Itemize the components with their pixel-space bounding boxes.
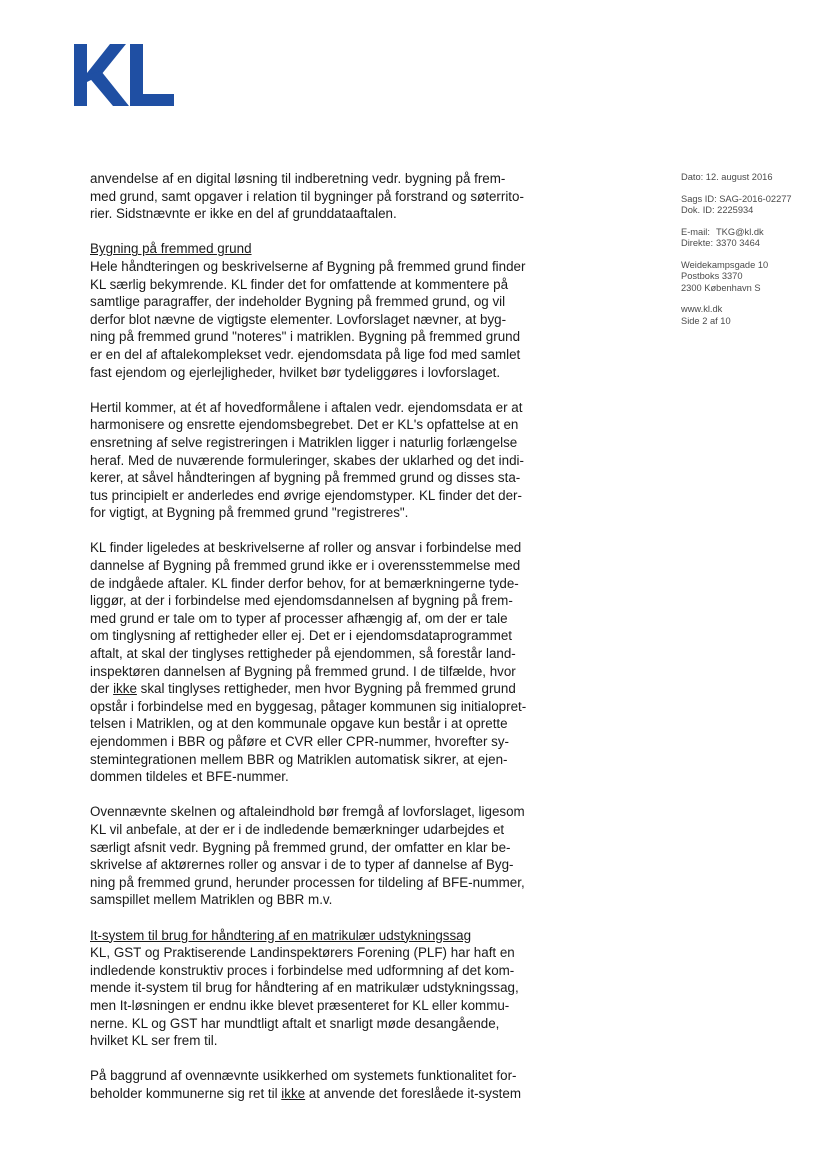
email-line — [681, 227, 821, 239]
heading-bygning-paa-fremmed-grund: Bygning på fremmed grund — [90, 241, 252, 257]
case-id: Sags ID: SAG-2016-02277 — [681, 193, 792, 204]
paragraph-2: Hele håndteringen og beskrivelserne af Bygning på fremmed grund finder KL særlig bekymrende. KL finder det for omfattende at kommentere på samtlige paragraffer, der indeholder Bygning på fremmed grund, og vil derfor blot nævne de vigtigste elementer. Lovforslaget nævner, at byg- ning på fremmed grund "noteres" i matriklen. Bygning på fremmed grund er en del af aftalekomplekset vedr. ejendomsdata på lige fod med samlet fast ejendom og ejerlejligheder, hvilket bør tydeliggøres i lovforslaget. — [90, 258, 526, 380]
doc-id: Dok. ID: 2225934 — [681, 205, 754, 215]
direct-label: Direkte: — [681, 238, 714, 248]
section-it-system — [90, 927, 570, 1050]
web-group — [681, 304, 821, 327]
section-bygning — [90, 240, 570, 381]
paragraph-4 — [90, 539, 570, 785]
heading-it-system: It-system til brug for håndtering af en matrikulær udstykningssag — [90, 927, 472, 943]
email-value: TKG@kl.dk — [716, 226, 764, 237]
address-city: 2300 København S — [681, 282, 761, 293]
paragraph-4-part-a: KL finder ligeledes at beskrivelserne af roller og ansvar i forbindelse med dannelse af Bygning på fremmed grund ikke er i overensstemmelse med de indgåede aftaler. KL finder derfor behov, for at bemærkningerne tyde- liggør, at der i forbindelse med ejendomsdannelsen af bygning på frem- med grund er tale om to typer af processer afhængig af, om der er tale om tinglysning af rettigheder eller ej. Det er i ejendomsdataprogrammet aftalt, at skal der tinglyses rettigheder på ejendommen, så forestår land- inspektøren dannelsen af Bygning på fremmed grund. I de tilfælde, hvor der — [90, 540, 522, 697]
contact-group — [681, 227, 821, 250]
kl-logo — [74, 44, 174, 106]
paragraph-7 — [90, 1067, 570, 1102]
email-label: E-mail: — [681, 226, 710, 237]
paragraph-7-underlined: ikke — [281, 1085, 306, 1101]
direct-line — [681, 238, 821, 250]
paragraph-4-underlined: ikke — [113, 681, 137, 697]
letter-metadata — [681, 172, 821, 337]
address-street: Weidekampsgade 10 — [681, 259, 769, 270]
address-group — [681, 260, 821, 295]
letter-body — [90, 170, 570, 1120]
paragraph-7-part-b: at anvende det foreslåede it-system — [305, 1085, 521, 1101]
page-number: Side 2 af 10 — [681, 315, 731, 326]
paragraph-4-part-b: skal tinglyses rettigheder, men hvor Bygning på fremmed grund opstår i forbindelse med en byggesag, påtager kommunen sig initialopret- telsen i Matriklen, og at den kommunale opgave kun består i at oprette ejendommen i BBR og påføre et CVR eller CPR-nummer, hvorefter sy- stemintegrationen mellem BBR og Matriklen automatisk sikrer, at ejen- dommen tildeles et BFE-nummer. — [90, 681, 527, 785]
direct-value: 3370 3464 — [716, 238, 760, 248]
ids-group — [681, 194, 821, 217]
date: Dato: 12. august 2016 — [681, 172, 773, 182]
date-group — [681, 172, 821, 184]
paragraph-6: KL, GST og Praktiserende Landinspektørers Forening (PLF) har haft en indledende konstruktiv proces i forbindelse med udformning af det kom- mende it-system til brug for håndtering af en matrikulær udstykningssag, men It-løsningen er endnu ikke blevet præsenteret for KL eller kommu- nerne. KL og GST har mundtligt aftalt et snarligt møde desangående, hvilket KL ser frem til. — [90, 945, 519, 1049]
paragraph-7-part-a: På baggrund af ovennævnte usikkerhed om systemets funktionalitet for- beholder kommunerne sig ret til — [90, 1068, 517, 1101]
address-pobox: Postboks 3370 — [681, 271, 743, 281]
paragraph-5: Ovennævnte skelnen og aftaleindhold bør fremgå af lovforslaget, ligesom KL vil anbefale, at der er i de indledende bemærkninger udarbejdes et særligt afsnit vedr. Bygning på fremmed grund, der omfatter en klar be- skrivelse af aktørernes roller og ansvar i de to typer af dannelse af Byg- ning på fremmed grund, herunder processen for tildeling af BFE-nummer, samspillet mellem Matriklen og BBR m.v. — [90, 804, 525, 908]
paragraph-3: Hertil kommer, at ét af hovedformålene i aftalen vedr. ejendomsdata er at harmonisere og ensrette ejendomsbegrebet. Det er KL's opfattelse at en ensretning af selve registreringen i Matriklen ligger i naturlig forlængelse heraf. Med de nuværende formuleringer, skabes der uklarhed og det indi- kerer, at såvel håndteringen af bygning på fremmed grund og disses sta- tus principielt er anderledes end øvrige ejendomstyper. KL finder det der- for vigtigt, at Bygning på fremmed grund "registreres". — [90, 399, 524, 521]
paragraph-1: anvendelse af en digital løsning til indberetning vedr. bygning på frem- med grund, samt opgaver i relation til bygninger på forstrand og søterrito- rier. Sidstnævnte er ikke en del af grunddataaftalen. — [90, 171, 524, 222]
website: www.kl.dk — [681, 304, 723, 314]
